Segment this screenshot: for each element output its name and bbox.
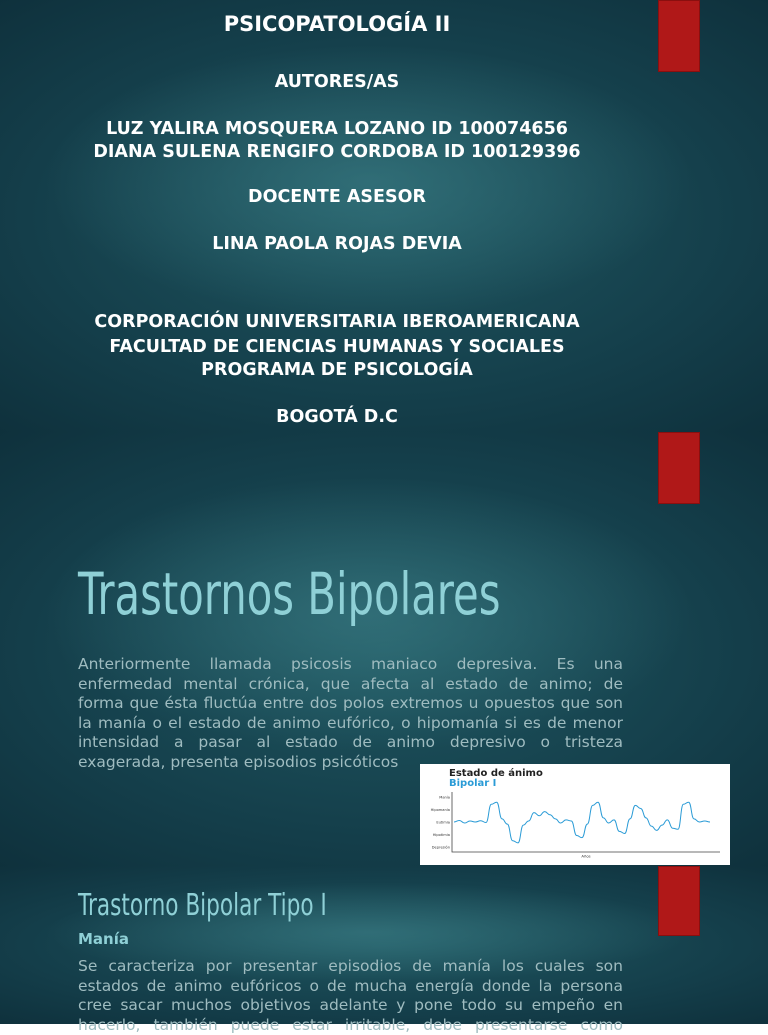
paragraph-line: estados de animo eufóricos o de mucha energía donde la persona [78, 977, 623, 997]
institution-line-2: FACULTAD DE CIENCIAS HUMANAS Y SOCIALES [0, 337, 674, 357]
advisor-heading: DOCENTE ASESOR [0, 187, 674, 207]
x-axis-label: Años [581, 854, 590, 859]
author-2: DIANA SULENA RENGIFO CORDOBA ID 100129396 [0, 142, 674, 162]
y-tick-label: Manía [439, 796, 450, 800]
paragraph-line: la manía o el estado de animo eufórico, o hipomanía si es de menor [78, 714, 623, 734]
author-1: LUZ YALIRA MOSQUERA LOZANO ID 100074656 [0, 119, 674, 139]
slide-title: Trastorno Bipolar Tipo I [78, 888, 327, 923]
red-accent-tab [658, 866, 700, 936]
institution-line-3: PROGRAMA DE PSICOLOGÍA [0, 360, 674, 380]
mood-chart [420, 764, 730, 865]
paragraph-line: cree sacar muchos objetivos adelante y pone todo su empeño en [78, 996, 623, 1016]
course-title: PSICOPATOLOGÍA II [0, 12, 674, 36]
title-slide [0, 0, 768, 432]
bipolar-disorders-slide [0, 432, 768, 866]
advisor-name: LINA PAOLA ROJAS DEVIA [0, 234, 674, 254]
mood-series-line [454, 802, 710, 843]
red-accent-tab [658, 0, 700, 72]
y-tick-label: Eutimia [436, 821, 450, 825]
red-accent-tab [658, 432, 700, 504]
y-tick-label: Depresión [432, 846, 450, 850]
paragraph-line: Anteriormente llamada psicosis maniaco depresiva. Es una [78, 655, 623, 675]
paragraph-line: enfermedad mental crónica, que afecta al estado de animo; de [78, 675, 623, 695]
section-heading: Manía [78, 930, 129, 948]
paragraph-line: Se caracteriza por presentar episodios de manía los cuales son [78, 957, 623, 977]
slide-title: Trastornos Bipolares [78, 560, 500, 628]
mania-paragraph [78, 957, 623, 1035]
institution-line-1: CORPORACIÓN UNIVERSITARIA IBEROAMERICANA [0, 312, 674, 332]
y-tick-label: Hipomanía [431, 808, 450, 812]
paragraph-line: hacerlo, también puede estar irritable, debe presentarse como [78, 1016, 623, 1035]
paragraph-line: forma que ésta fluctúa entre dos polos extremos u opuestos que son [78, 694, 623, 714]
y-tick-label: Hipotimia [433, 833, 450, 837]
intro-paragraph [78, 655, 623, 772]
paragraph-line: intensidad a pasar al estado de animo depresivo o tristeza [78, 733, 623, 753]
authors-heading: AUTORES/AS [0, 72, 674, 92]
paragraph-line: exagerada, presenta episodios psicóticos [78, 753, 623, 773]
city: BOGOTÁ D.C [0, 407, 674, 427]
chart-title: Estado de ánimo [449, 768, 543, 779]
chart-subtitle: Bipolar I [449, 778, 496, 789]
mood-line-chart [420, 764, 730, 865]
bipolar-type-1-slide [0, 866, 768, 1024]
